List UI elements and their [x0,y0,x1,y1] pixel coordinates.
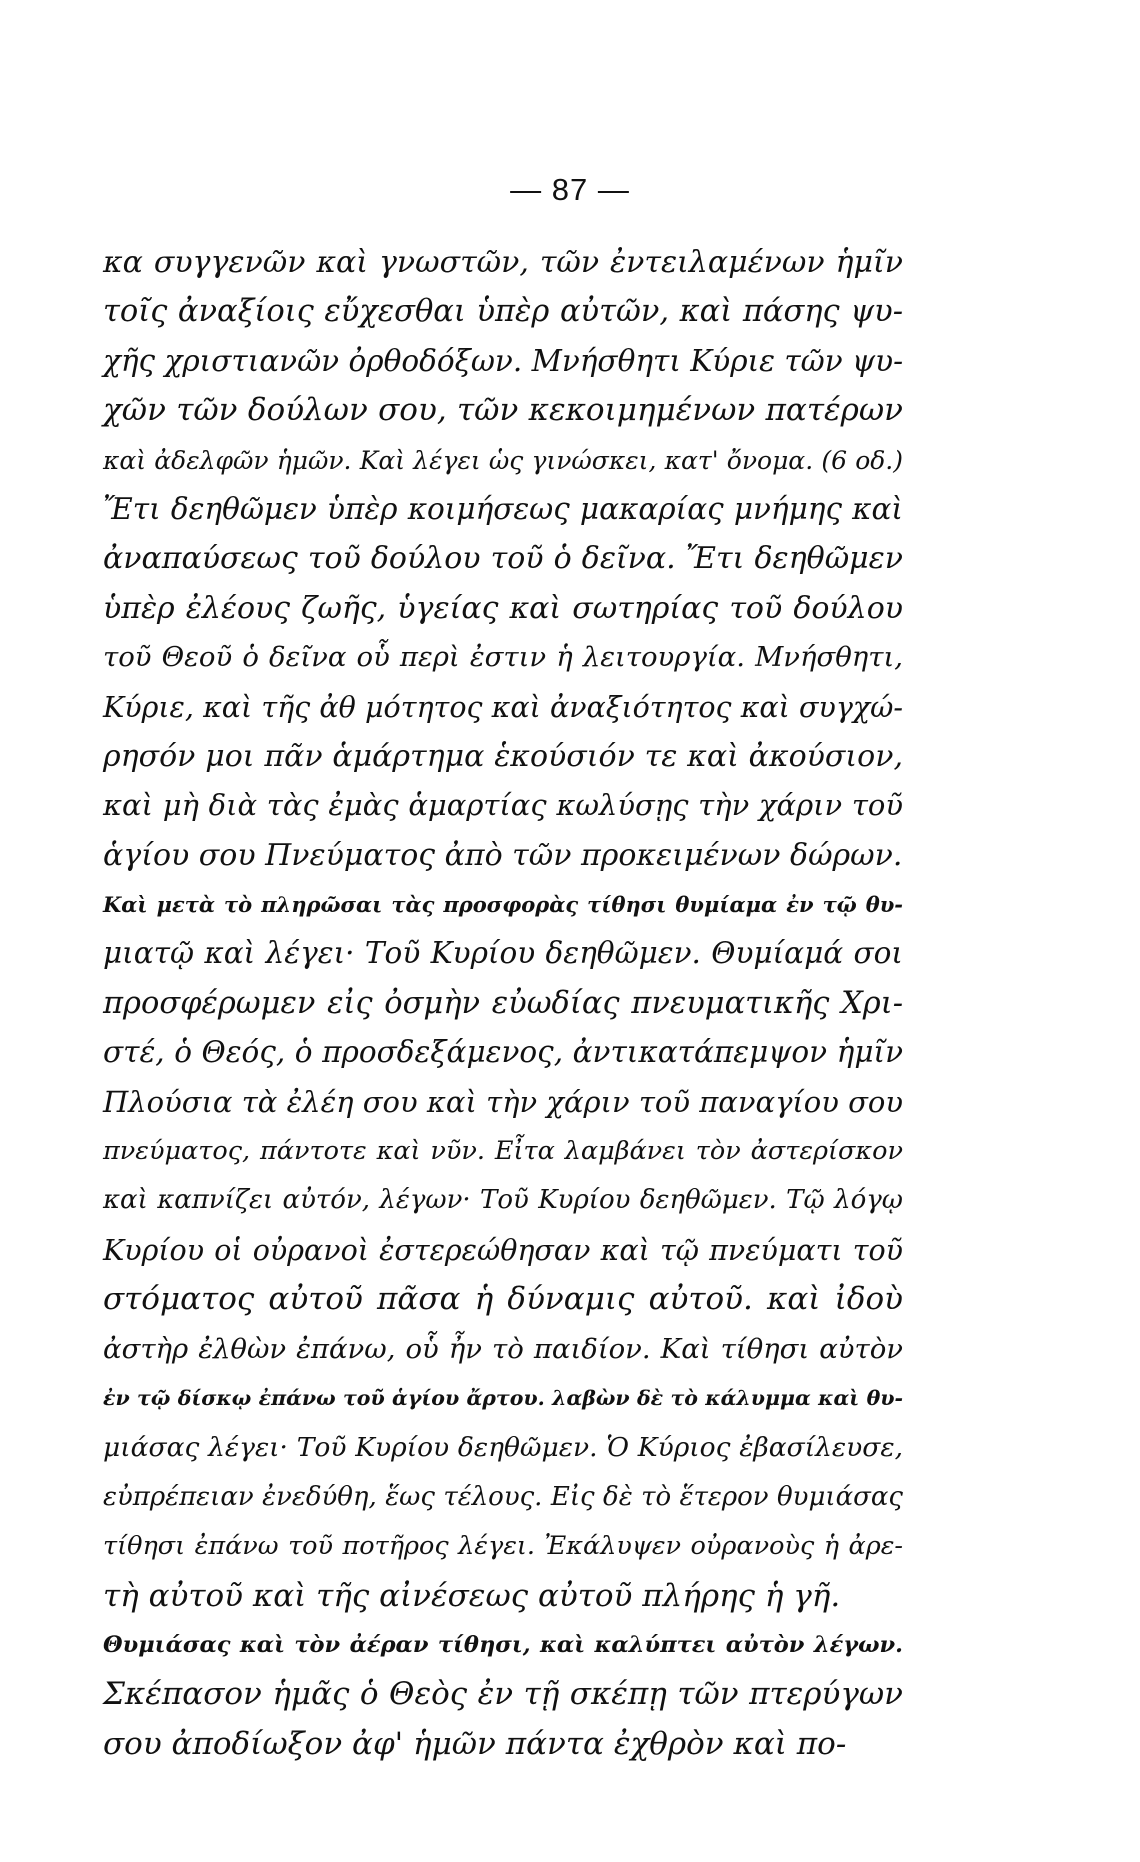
text-line: χῶν τῶν δούλων σου, τῶν κεκοιμημένων πατέρων [103,392,903,429]
text-line: καὶ μὴ διὰ τὰς ἐμὰς ἁμαρτίας κωλύσῃς τὴν χάριν τοῦ [103,788,903,823]
text-line: Καὶ μετὰ τὸ πληρῶσαι τὰς προσφορὰς τίθησι θυμίαμα ἐν τῷ θυ- [103,892,903,918]
text-line: ἐν τῷ δίσκῳ ἐπάνω τοῦ ἁγίου ἄρτου. λαβὼν δὲ τὸ κάλυμμα καὶ θυ- [103,1385,903,1410]
text-line: εὐπρέπειαν ἐνεδύθη, ἕως τέλους. Εἰς δὲ τὸ ἕτερον θυμιάσας [103,1481,903,1512]
text-line: τοῖς ἀναξίοις εὔχεσθαι ὑπὲρ αὐτῶν, καὶ πάσης ψυ- [103,294,903,330]
text-line: Κύριε, καὶ τῆς ἀθ μότητος καὶ ἀναξιότητος καὶ συγχώ- [103,690,903,724]
text-line: χῆς χριστιανῶν ὀρθοδόξων. Μνήσθητι Κύριε τῶν ψυ- [103,343,904,378]
text-line: καὶ ἀδελφῶν ἡμῶν. Καὶ λέγει ὡς γινώσκει, κατ' ὄνομα. (6 οδ.) [103,445,903,475]
text-line: τοῦ Θεοῦ ὁ δεῖνα οὗ περὶ ἐστιν ἡ λειτουργία. Μνήσθητι, [103,641,903,674]
text-line: τίθησι ἐπάνω τοῦ ποτῆρος λέγει. Ἐκάλυψεν οὐρανοὺς ἡ ἀρε- [103,1531,903,1562]
text-line: πνεύματος, πάντοτε καὶ νῦν. Εἶτα λαμβάνει τὸν ἀστερίσκον [103,1136,903,1167]
text-line: μιάσας λέγει· Τοῦ Κυρίου δεηθῶμεν. Ὁ Κύριος ἐβασίλευσε, [103,1432,903,1464]
text-line: ρησόν μοι πᾶν ἁμάρτημα ἑκούσιόν τε καὶ ἀκούσιον, [103,738,903,774]
text-line: ἁγίου σου Πνεύματος ἀπὸ τῶν προκειμένων δώρων. [103,837,903,873]
text-line: Κυρίου οἱ οὐρανοὶ ἐστερεώθησαν καὶ τῷ πνεύματι τοῦ [103,1233,903,1267]
text-line: στέ, ὁ Θεός, ὁ προσδεξάμενος, ἀντικατάπεμψον ἡμῖν [103,1035,903,1070]
text-line: στόματος αὐτοῦ πᾶσα ἡ δύναμις αὐτοῦ. καὶ ἰδοὺ [103,1281,903,1318]
text-line: Θυμιάσας καὶ τὸν ἀέραν τίθησι, καὶ καλύπτει αὐτὸν λέγων. [103,1631,903,1658]
text-line: σου ἀποδίωξον ἀφ' ἡμῶν πάντα ἐχθρὸν καὶ πο- [103,1725,847,1762]
page-number: — 87 — [510,172,630,207]
text-line: Πλούσια τὰ ἐλέη σου καὶ τὴν χάριν τοῦ παναγίου σου [103,1084,903,1119]
body-text [103,238,903,1769]
text-line: ἀστὴρ ἐλθὼν ἐπάνω, οὗ ἦν τὸ παιδίον. Καὶ τίθησι αὐτὸν [103,1332,903,1365]
text-line: Σκέπασον ἡμᾶς ὁ Θεὸς ἐν τῇ σκέπῃ τῶν πτερύγων [103,1676,903,1713]
text-line: ὑπὲρ ἐλέους ζωῆς, ὑγείας καὶ σωτηρίας τοῦ δούλου [103,590,903,626]
text-line: μιατῷ καὶ λέγει· Τοῦ Κυρίου δεηθῶμεν. Θυμίαμά σοι [103,936,903,971]
text-line: κα συγγενῶν καὶ γνωστῶν, τῶν ἐντειλαμένων ἡμῖν [103,245,903,280]
text-line: καὶ καπνίζει αὐτόν, λέγων· Τοῦ Κυρίου δεηθῶμεν. Τῷ λόγῳ [103,1185,903,1216]
text-line: προσφέρωμεν εἰς ὀσμὴν εὐωδίας πνευματικῆς Χρι- [103,985,903,1021]
text-line: ἀναπαύσεως τοῦ δούλου τοῦ ὁ δεῖνα. Ἔτι δεηθῶμεν [103,541,903,577]
text-line: τὴ αὐτοῦ καὶ τῆς αἰνέσεως αὐτοῦ πλήρης ἡ γῆ. [103,1577,841,1614]
text-line: Ἔτι δεηθῶμεν ὑπὲρ κοιμήσεως μακαρίας μνήμης καὶ [103,491,903,526]
